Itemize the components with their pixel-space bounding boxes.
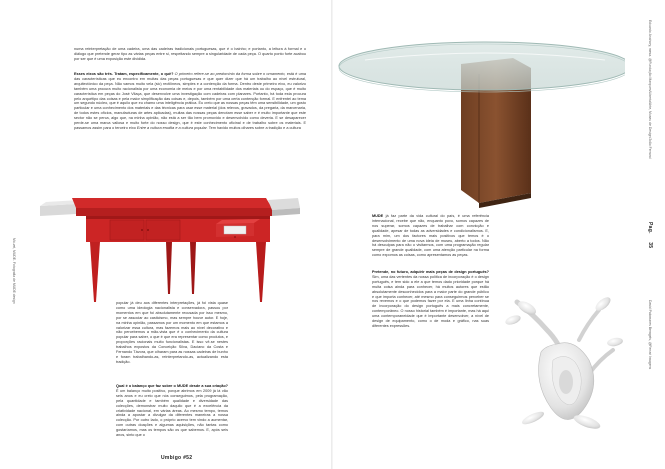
column-2-body: popular já deu aos diferentes interpretações, já foi vista quase como uma ideologia nacionalista e conservadora, passou por momentos em que foi absolutamente recusada por isso mesmo, por se associar ao casticismo, mas sempre houve autor. E hoje, na minha opinião, passamos por um momento em que estamos a valorizar essa cultura, mas fazemos mais ao nível decorativo e não percebemos a mão-vista que é o conhecimento da cultura popular para saber, o que é que era representar como produtos, e proporções racionais muito funcionalistas. E isso vê-se nestes trabalhos expostos da Conceição Silva, Daciano da Costa e Fernando Távora, que olharam para as nossas cadeiras de bunho e foram trabalhando-as, reinterpretando-as, actualizando esta tradição. [116, 301, 228, 364]
footer-folio: Umbigo #52 [161, 455, 193, 461]
mude-lead: MUDE [372, 214, 384, 218]
left-page [0, 0, 332, 469]
red-desk-right-drawer [268, 198, 300, 216]
section-3-question: Pretende, no futuro, adquirir mais peças de design português? [372, 270, 489, 274]
section-1-end: Tem havido muitos olhares sobre a tradição e a cultura [208, 125, 301, 130]
section-2-body: É um balanço muito positivo, porque abrimos em 2009 já lá vão seis anos e eu creio que nós conseguimos, pela programação, pela quantidade e também qualidade e diversidade das colecções, demonstrar muito daquilo que é a excelência da criatividade nacional, em várias áreas. Ao mesmo tempo, temos ainda a apostar a divulgar da diferentes maneiras a nossa colecção. Por outro lado, o próprio acervo tem vindo a aumentar, com outras doações e algumas aquisições, não tantas como gostaríamos, mas os tempos são os que sabemos. E, após seis anos, sinto que o [116, 388, 228, 438]
page-tag-label: Pag. [647, 222, 653, 234]
intro-paragraph: numa reinterpretação de uma cadeira, uma das cadeiras tradicionais portuguesas, que é o bainho; e portanto, a leitura à formal e o diálogo que pretende gerar tipo as várias peças entre si, respeitando sempre a singularidade de cada peça. O quarto ponto forte acabou por ser que é uma exposição este dividida. [74, 47, 306, 61]
section-3-text [372, 270, 489, 368]
red-desk-caption: Mó-vel, MUDE. Fotografia de MUDE design [12, 238, 16, 304]
right-column-1-body: já faz parte da vida cultural do país, é uma referência internacional, recebe que não, enquanto povo, somos capazes de nos superar, somos capazes de trabalhar com convicção e qualidade, apesar de todas as adversidades e condicionalismos. E, para mim, um dos factores mais positivos que temos é o desenvolvimento de uma nova ideia de museu, aberto a todos. Não há desculpas para não o visitarmos, com uma programação regular sempre de grande qualidade, com uma atenção particular na forma como expomos as coisas, como apresentamos as peças. [372, 214, 489, 258]
glass-table-caption: Eduardo Anahory, mesa. @Fundação Marques/Liberta/Arte, Museu de Design/João Ferrand [648, 20, 652, 159]
section-1-quote-2: Entre a cultura erudita e a cultura popular. [136, 125, 208, 130]
section-1-text [74, 72, 306, 185]
ceramic-sculpture-photo [503, 290, 628, 440]
section-2-text [116, 384, 228, 447]
section-1-body: está é uma das características que eu encontro em muitas das peças portuguesas e que quer dizer que há um trabalho ao nível estrutural, arquitectónico da peça. Não vamos muito vela (sic) rectilíneos, simples e a contenção da forma. Dentro deste primeiro eixo, eu valorizo também uma procura muito racionalista por uma economia de meios e por uma rentabilidade dos materiais ou do espaço, que é muito característica em peças do José Vilaça, que desenvolve uma investigação com cadeiras com planares. Portanto, há toda esta procura pelo arquétipo das coisas e pela maior simplificação das coisas e, depois, também por uma certa contenção formal. E enfrentei ao tema um segundo núcleo, que é aquilo que eu chamo uma inteligência prática. Eu creio que as nossas peças têm uma sensibilidade, um gosto particular e uma conhecimento dos materiais e das técnicas para usar esse material (dos relevos, gravados, da pregaria, da marcenaria, de todos estes ofícios, manufacturas de artes aplicadas), muitas das nossas peças denotam esse saber e é muito importante que este sector não se perca, algo que, na minha opinião, não está a ser tão bem promovido e desenvolvido como deveria. E se desaparecer perde-se uma marca valiosa e muito forte do nosso design, que é este conhecimento oficinal e de trabalho sobre os materiais. E passamos assim para o terceiro eixo [74, 72, 306, 130]
glass-table-photo [335, 38, 625, 208]
section-3-body: Sim, uma das vertentes da nossa política de incorporação é o design português, e tem sido a ele a que temos dado prioridade porque há muita coisa ainda para conhecer, há muitos autores que estão absolutamente desconhecidos para a maior parte do grande público e que importa conhecer, até mesmo para conseguirmos perceber se nos revemos e o que podemos fazer por ela. E uma linha contínua de incorporação do design português a mais concretamente, contemporâneo. O nosso historial também é importante, mas há aqui uma contemporaneidade que é importante desenvolver, a nível de design de equipamento, como o de moda e gráfico, nas suas diferentes expressões. [372, 274, 489, 328]
right-page [333, 0, 665, 469]
sculpture-caption: David Palomares Bemgels, @Ferrari Imagens [648, 300, 652, 370]
page-number: 35 [647, 242, 653, 249]
right-column-1-text [372, 214, 489, 267]
section-2-question: Qual é o balanço que faz sobre o MUDE desde a sua criação? [116, 384, 228, 388]
section-1-question: Esses eixos são três. Tratam, especificamente, o quê? [74, 72, 174, 76]
page-number-block [644, 222, 662, 248]
section-1-quote: O primeiro refere-se ao predomínio da forma sobre o ornamento, [174, 72, 286, 76]
red-desk-photo [40, 190, 300, 302]
